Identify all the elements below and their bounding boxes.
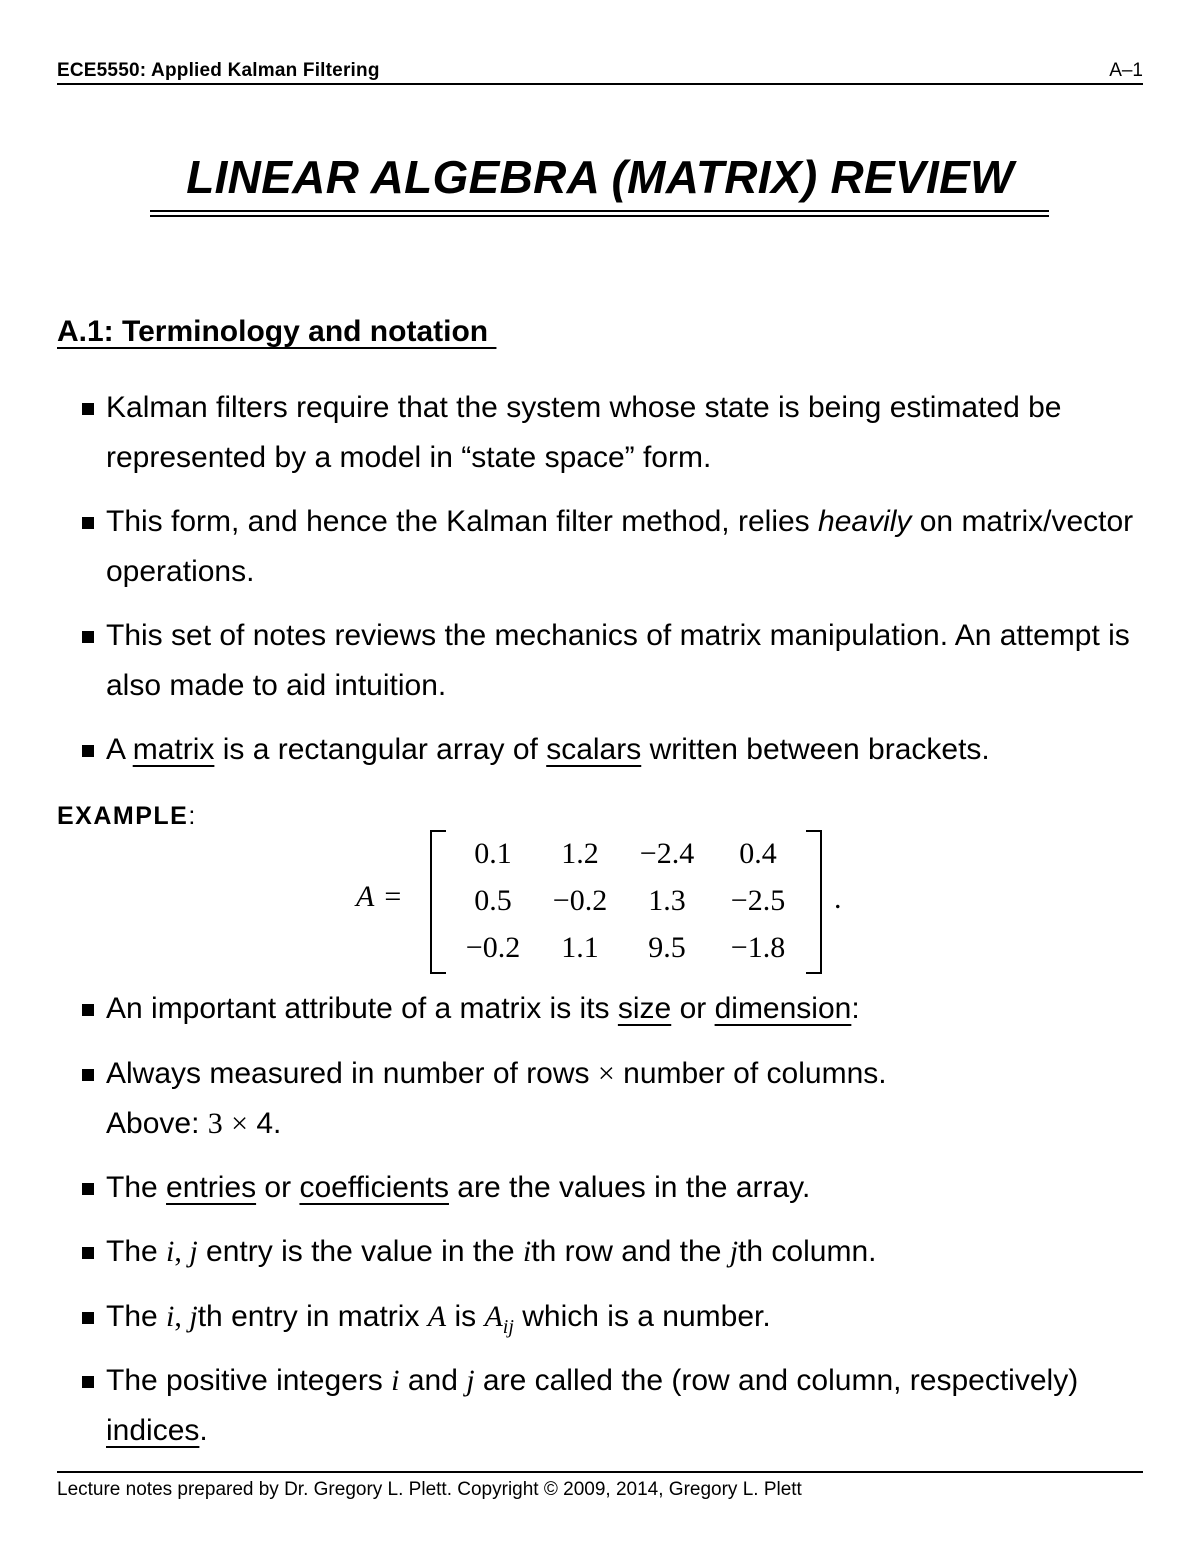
bullet-text: The: [106, 1300, 167, 1333]
times-symbol: ×: [231, 1107, 248, 1140]
matrix-cell: −2.5: [730, 883, 786, 917]
emphasis-heavily: heavily: [818, 505, 912, 538]
bullet-size-dimension: [106, 984, 1146, 1034]
equals-sign: =: [384, 880, 402, 913]
term-coefficients: coefficients: [299, 1171, 449, 1204]
matrix-cell: −0.2: [552, 883, 608, 917]
var-i: i: [166, 1235, 175, 1268]
var-j: j: [189, 1300, 198, 1333]
bullet-text: written between brackets.: [641, 733, 990, 766]
comma: ,: [174, 1300, 190, 1333]
term-indices: indices: [106, 1414, 200, 1447]
bullet-state-space: Kalman filters require that the system whose state is being estimated be represented by a model in “state space” form.: [106, 383, 1146, 483]
bullet-ij-entry: [106, 1227, 1146, 1277]
term-scalars: scalars: [546, 733, 642, 766]
title-rule-bottom: [150, 215, 1049, 217]
bullet-text: number of columns.: [614, 1057, 887, 1090]
bullet-text: are called the (row and column, respectively): [474, 1364, 1079, 1397]
course-title: ECE5550: Applied Kalman Filtering: [57, 60, 380, 81]
matrix-period: .: [834, 882, 842, 915]
bullet-indices: [106, 1356, 1146, 1456]
footer-rule: [57, 1471, 1143, 1473]
term-matrix: matrix: [132, 733, 215, 766]
bullet-matrix-operations: [106, 497, 1146, 597]
example-matrix: [448, 830, 804, 970]
bullet-text: or: [256, 1171, 300, 1204]
section-heading: A.1: Terminology and notation: [57, 315, 497, 348]
bullet-text: on matrix/vector operations.: [106, 505, 1134, 588]
bullet-text: or: [671, 992, 715, 1025]
bullet-matrix-definition: [106, 725, 1146, 775]
matrix-name: A: [356, 880, 375, 913]
bullet-text: Always measured in number of rows: [106, 1057, 598, 1090]
bullet-text: .: [199, 1414, 208, 1447]
var-i: i: [166, 1300, 175, 1333]
example-label-text: EXAMPLE: [57, 802, 189, 830]
matrix-cell: 1.3: [648, 883, 686, 917]
term-dimension: dimension: [714, 992, 852, 1025]
right-bracket: [806, 830, 822, 974]
bullet-aij: [106, 1292, 1146, 1352]
left-bracket: [430, 830, 446, 974]
matrix-cell: −1.8: [730, 930, 786, 964]
bullet-text: which is a number.: [513, 1300, 771, 1333]
bullet-notes-purpose: This set of notes reviews the mechanics of matrix manipulation. An attempt is also made to aid intuition.: [106, 611, 1146, 711]
header-rule: [57, 83, 1143, 85]
page-title: LINEAR ALGEBRA (MATRIX) REVIEW: [186, 151, 1014, 203]
matrix-lhs: [356, 880, 401, 914]
subscript-ij: ij: [502, 1316, 514, 1338]
bullet-text: The: [106, 1235, 167, 1268]
matrix-cell: 1.1: [561, 930, 599, 964]
matrix-cell: 9.5: [648, 930, 686, 964]
example-label: [57, 802, 197, 831]
running-header: [57, 58, 1143, 82]
dim-rows: 3: [207, 1107, 223, 1140]
bullet-rows-by-columns: [106, 1049, 1146, 1149]
example-colon: :: [188, 802, 197, 830]
term-size: size: [617, 992, 672, 1025]
var-i: i: [391, 1364, 400, 1397]
title-rule-top: [150, 210, 1049, 212]
period: .: [273, 1107, 282, 1140]
bullet-text: th column.: [738, 1235, 877, 1268]
comma: ,: [174, 1235, 190, 1268]
var-j: j: [729, 1235, 739, 1268]
times-symbol: ×: [597, 1057, 615, 1090]
var-i: i: [522, 1235, 532, 1268]
bullet-text: entry is the value in the: [197, 1235, 523, 1268]
var-j: j: [466, 1364, 475, 1397]
var-A: A: [484, 1300, 503, 1333]
bullet-text: A: [106, 733, 133, 766]
bullet-text: th entry in matrix: [197, 1300, 428, 1333]
bullet-entries: [106, 1163, 1146, 1213]
bullet-text: :: [851, 992, 860, 1025]
footer-copyright: Lecture notes prepared by Dr. Gregory L. Plett. Copyright © 2009, 2014, Gregory L. Plett: [57, 1479, 802, 1500]
page-number: A–1: [1109, 60, 1143, 81]
bullet-text: is: [446, 1300, 485, 1333]
term-entries: entries: [166, 1171, 257, 1204]
dim-cols: 4: [256, 1107, 274, 1140]
matrix-cell: 1.2: [561, 836, 599, 870]
matrix-cell: 0.4: [739, 836, 777, 870]
matrix-cell: 0.1: [474, 836, 512, 870]
var-j: j: [189, 1235, 198, 1268]
bullet-text: The positive integers: [106, 1364, 392, 1397]
bullet-text: are the values in the array.: [448, 1171, 811, 1204]
bullet-text: This form, and hence the Kalman filter method, relies: [106, 505, 819, 538]
bullet-text: th row and the: [531, 1235, 730, 1268]
bullet-text: and: [399, 1364, 467, 1397]
matrix-cell: 0.5: [474, 883, 512, 917]
above-label: Above:: [106, 1107, 208, 1140]
bullet-text: The: [106, 1171, 167, 1204]
var-A: A: [427, 1300, 447, 1333]
matrix-cell: −0.2: [465, 930, 521, 964]
matrix-cell: −2.4: [639, 836, 695, 870]
bullet-text: is a rectangular array of: [214, 733, 547, 766]
bullet-text: An important attribute of a matrix is its: [106, 992, 618, 1025]
